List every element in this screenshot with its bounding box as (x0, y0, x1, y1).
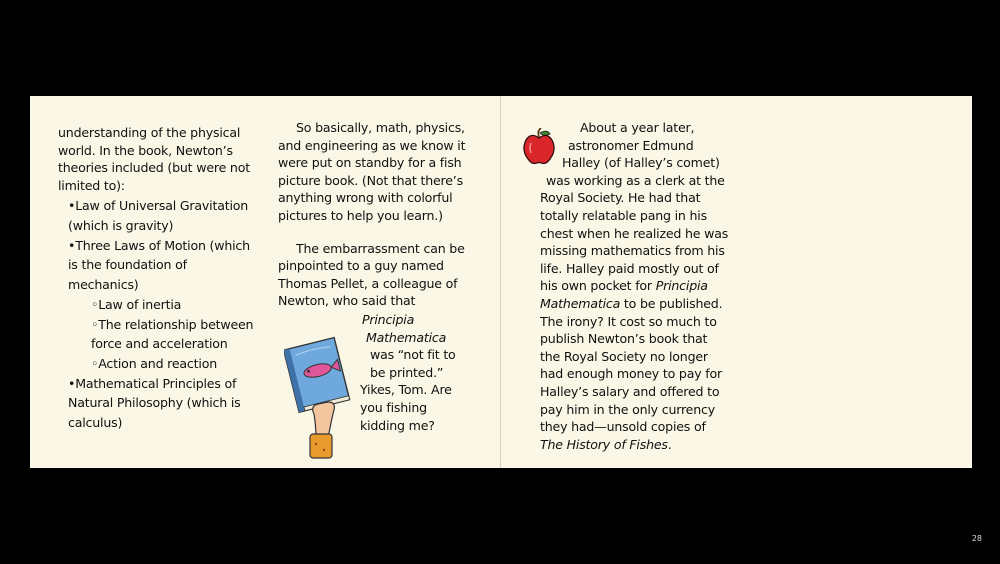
text-line (540, 189, 750, 207)
paragraph-standby: So basically, math, physics, and engineering as we know it were put on standby for a fish picture book. (Not that there’s anything wrong with colorful pictures to help you learn.) (278, 120, 466, 223)
text-segment: to be published. (620, 295, 723, 311)
book-spread (30, 96, 972, 468)
text-line: was “not fit to (370, 347, 456, 363)
text-line (540, 418, 750, 436)
text-line: About a year later, (580, 120, 695, 135)
text-line (540, 260, 750, 278)
italic-title: Principia (655, 278, 708, 294)
theories-list (58, 196, 254, 432)
text-line (540, 401, 750, 419)
text-line (540, 242, 750, 260)
apple-wrapped-lines (540, 119, 750, 189)
text-segment: the Royal Society no longer (540, 348, 708, 364)
paragraph-embarrassment (278, 240, 468, 310)
text-line (540, 295, 750, 313)
text-line: kidding me? (360, 417, 435, 433)
text-line (540, 436, 750, 454)
list-item: •Law of Universal Gravitation (which is gravity) (68, 198, 249, 234)
text-segment: Halley’s salary and offered to (540, 383, 720, 399)
text-line: be printed.” (370, 364, 444, 380)
text-line (540, 207, 750, 225)
text-line: Principia (362, 311, 415, 327)
list-item: ◦The relationship between force and acceleration (91, 316, 254, 352)
text-line (540, 225, 750, 243)
right-column (540, 119, 750, 453)
text-segment: missing mathematics from his (540, 243, 725, 259)
text-line (540, 313, 750, 331)
text-segment: his own pocket for (540, 278, 656, 294)
list-item: •Three Laws of Motion (which is the foundation of mechanics) (68, 237, 250, 293)
left-column-1 (58, 124, 254, 433)
text-line: Yikes, Tom. Are (360, 382, 452, 398)
page-number: 28 (971, 534, 982, 543)
text-line: Thomas Pellet, a colleague of (278, 275, 458, 291)
list-item: ◦Law of inertia (91, 296, 182, 312)
halley-paragraph (540, 189, 750, 453)
text-line: Mathematica (366, 329, 447, 345)
list-item: ◦Action and reaction (91, 356, 217, 371)
text-line (540, 365, 750, 383)
text-segment: they had—unsold copies of (540, 419, 706, 435)
text-line (540, 348, 750, 366)
text-line: Newton, who said that (278, 293, 416, 309)
text-segment: . (667, 436, 672, 452)
text-line: you fishing (360, 399, 427, 415)
text-segment: publish Newton’s book that (540, 331, 708, 347)
text-line: was working as a clerk at the (546, 172, 725, 188)
hand-holding-fish-book-icon (284, 330, 358, 460)
text-line: The embarrassment can be (296, 240, 465, 256)
text-segment: life. Halley paid mostly out of (540, 260, 719, 276)
text-line: pinpointed to a guy named (278, 258, 444, 274)
italic-title: Mathematica (540, 295, 621, 311)
text-line: Halley (of Halley’s comet) (562, 155, 720, 171)
text-segment: chest when he realized he was (540, 225, 729, 241)
text-line (540, 277, 750, 295)
text-line (540, 383, 750, 401)
text-line: astronomer Edmund (568, 137, 694, 153)
text-segment: totally relatable pang in his (540, 207, 707, 223)
text-line (540, 330, 750, 348)
text-segment: The irony? It cost so much to (540, 313, 717, 329)
text-segment: Royal Society. He had that (540, 190, 701, 206)
text-segment: had enough money to pay for (540, 366, 722, 382)
list-item: •Mathematical Principles of Natural Philosophy (which is calculus) (68, 375, 241, 431)
text-segment: pay him in the only currency (540, 401, 715, 417)
italic-title: The History of Fishes (540, 436, 668, 452)
page-gutter (500, 96, 501, 468)
intro-paragraph: understanding of the physical world. In the book, Newton’s theories included (but were not limited to): (58, 125, 250, 193)
